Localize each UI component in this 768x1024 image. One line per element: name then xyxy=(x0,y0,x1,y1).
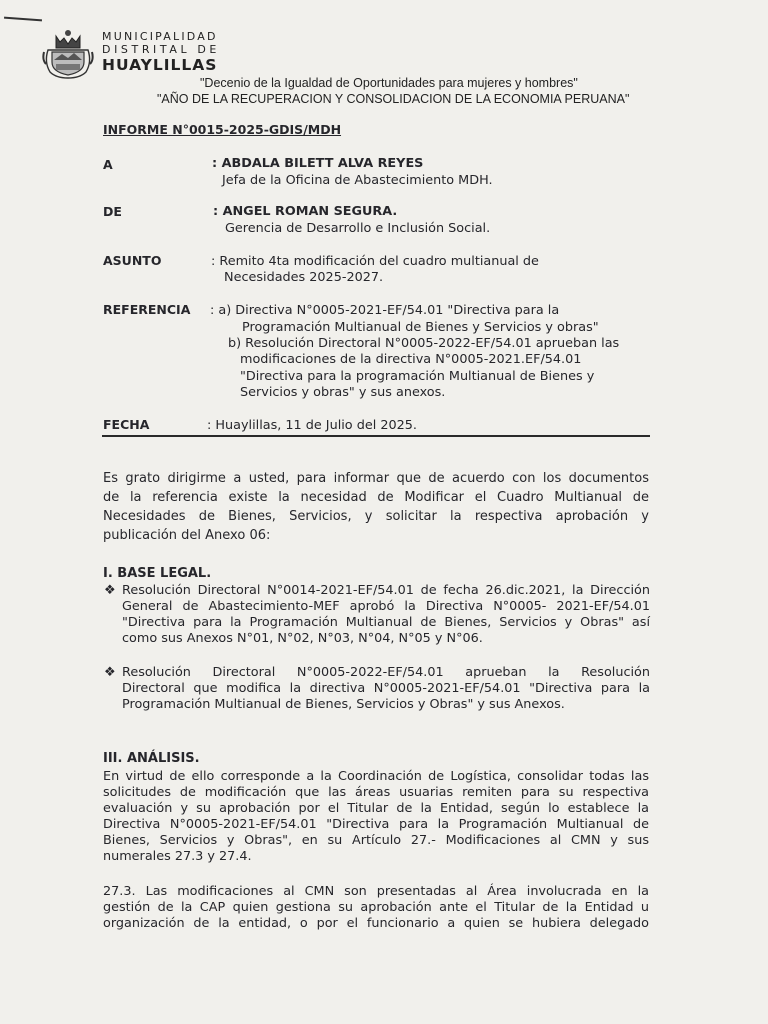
subject-line-2: Necesidades 2025-2027. xyxy=(224,270,384,285)
intro-paragraph xyxy=(103,469,649,545)
subject-label: ASUNTO xyxy=(103,253,162,268)
base-legal-item-2 xyxy=(122,665,650,713)
base-legal-heading: I. BASE LEGAL. xyxy=(103,566,212,581)
analisis-line: evaluación y su aprobación por el Titular de la Entidad, según lo establece la xyxy=(103,801,649,816)
to-role: Jefa de la Oficina de Abastecimiento MDH. xyxy=(222,173,493,188)
date-label: FECHA xyxy=(103,417,150,432)
reference-a-line-2: Programación Multianual de Bienes y Servicios y obras" xyxy=(242,320,599,335)
intro-line: Es grato dirigirme a usted, para informar que de acuerdo con los documentos xyxy=(103,471,649,486)
intro-line: de la referencia existe la necesidad de Modificar el Cuadro Multianual de xyxy=(103,490,649,505)
reference-b-line-3: "Directiva para la programación Multianual de Bienes y xyxy=(240,369,595,384)
motto-decenio: "Decenio de la Igualdad de Oportunidades para mujeres y hombres" xyxy=(200,76,578,90)
base-legal-line: como sus Anexos N°01, N°02, N°03, N°04, N°05 y N°06. xyxy=(122,631,483,646)
bullet-diamond-icon: ❖ xyxy=(104,583,116,598)
numeral-line: 27.3. Las modificaciones al CMN son presentadas al Área involucrada en la xyxy=(103,884,649,899)
from-name: : ANGEL ROMAN SEGURA. xyxy=(213,204,398,219)
municipality-line-2: DISTRITAL DE xyxy=(102,43,220,56)
reference-b-line-2: modificaciones de la directiva N°0005-2021.EF/54.01 xyxy=(240,352,582,367)
header-divider xyxy=(102,435,650,437)
base-legal-line: "Directiva para la Programación Multianual de Bienes, Servicios y Obras" así xyxy=(122,615,650,630)
to-name: : ABDALA BILETT ALVA REYES xyxy=(212,156,424,171)
municipality-crest-icon xyxy=(42,28,94,80)
analisis-line: En virtud de ello corresponde a la Coordinación de Logística, consolidar todas las xyxy=(103,769,649,784)
analisis-line: solicitudes de modificación que las áreas usuarias remiten para su respectiva xyxy=(103,785,649,800)
date-value: : Huaylillas, 11 de Julio del 2025. xyxy=(207,418,417,433)
from-label: DE xyxy=(103,204,122,219)
analisis-heading: III. ANÁLISIS. xyxy=(103,751,200,766)
numeral-line: organización de la entidad, o por el funcionario a quien se hubiera delegado xyxy=(103,916,649,931)
reference-a-line-1: : a) Directiva N°0005-2021-EF/54.01 "Directiva para la xyxy=(210,303,560,318)
pen-stroke-mark xyxy=(4,17,42,22)
to-label: A xyxy=(103,157,113,172)
from-role: Gerencia de Desarrollo e Inclusión Social. xyxy=(225,221,491,236)
reference-b-line-1: b) Resolución Directoral N°0005-2022-EF/54.01 aprueban las xyxy=(228,336,620,351)
intro-line: publicación del Anexo 06: xyxy=(103,528,271,543)
base-legal-line: Directoral que modifica la directiva N°0005-2021-EF/54.01 "Directiva para la xyxy=(122,681,650,696)
analisis-line: Directiva N°0005-2021-EF/54.01 "Directiva para la Programación Multianual de xyxy=(103,817,649,832)
intro-line: Necesidades de Bienes, Servicios, y solicitar la respectiva aprobación y xyxy=(103,509,649,524)
municipality-name-block xyxy=(102,30,220,74)
informe-number: INFORME N°0015-2025-GDIS/MDH xyxy=(103,122,342,137)
bullet-diamond-icon: ❖ xyxy=(104,665,116,680)
analisis-line: numerales 27.3 y 27.4. xyxy=(103,849,252,864)
motto-year: "AÑO DE LA RECUPERACION Y CONSOLIDACION DE LA ECONOMIA PERUANA" xyxy=(157,92,630,106)
base-legal-line: General de Abastecimiento-MEF aprobó la Directiva N°0005- 2021-EF/54.01 xyxy=(122,599,650,614)
reference-label: REFERENCIA xyxy=(103,302,191,317)
numeral-27-3-paragraph xyxy=(103,884,649,932)
reference-b-line-4: Servicios y obras" y sus anexos. xyxy=(240,385,446,400)
base-legal-item-1 xyxy=(122,583,650,647)
base-legal-line: Resolución Directoral N°0005-2022-EF/54.01 aprueban la Resolución xyxy=(122,665,650,680)
base-legal-line: Programación Multianual de Bienes, Servicios y Obras" y sus Anexos. xyxy=(122,697,565,712)
analisis-paragraph xyxy=(103,769,649,865)
municipality-line-1: MUNICIPALIDAD xyxy=(102,30,218,43)
numeral-line: gestión de la CAP quien gestiona su aprobación ante el Titular de la Entidad u xyxy=(103,900,649,915)
municipality-name: HUAYLILLAS xyxy=(102,56,218,74)
base-legal-line: Resolución Directoral N°0014-2021-EF/54.01 de fecha 26.dic.2021, la Dirección xyxy=(122,583,650,598)
subject-line-1: : Remito 4ta modificación del cuadro multianual de xyxy=(211,254,539,269)
analisis-line: Bienes, Servicios y Obras", en su Artículo 27.- Modificaciones al CMN y sus xyxy=(103,833,649,848)
